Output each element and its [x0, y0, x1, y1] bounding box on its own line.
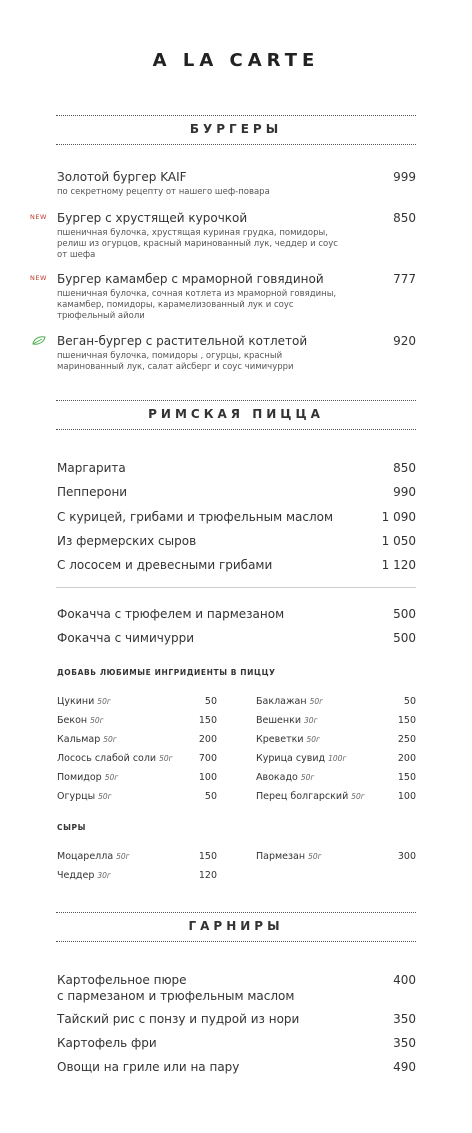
item-name: С курицей, грибами и трюфельным маслом [57, 510, 334, 524]
item-price: 350 [393, 1012, 416, 1026]
addon-weight: 30г [97, 871, 111, 880]
item-name: Из фермерских сыров [57, 534, 197, 548]
item-name: Картофельное пюре [57, 973, 187, 987]
addon-weight: 50г [300, 773, 315, 782]
addon-name: Кальмар [57, 734, 101, 745]
item-price: 990 [393, 485, 416, 499]
addon-price: 200 [198, 734, 217, 745]
addon-item [57, 753, 217, 765]
item-price: 920 [393, 334, 416, 348]
addon-price: 50 [204, 696, 217, 707]
addon-price: 100 [397, 791, 416, 802]
item-price: 400 [393, 973, 416, 987]
addon-weight: 50г [104, 773, 119, 782]
addon-weight: 50г [90, 716, 104, 725]
item-price: 350 [393, 1036, 416, 1050]
menu-item [57, 1035, 416, 1051]
item-name-continued: с пармезаном и трюфельным маслом [57, 989, 295, 1003]
menu-item [57, 606, 416, 622]
menu-item [30, 210, 416, 261]
addon-weight: 50г [103, 735, 117, 744]
menu-item [57, 484, 416, 500]
item-name: Бургер камамбер с мраморной говядиной [57, 272, 324, 286]
addon-item [256, 734, 416, 746]
item-price: 1 120 [381, 558, 416, 572]
new-badge: NEW [30, 274, 47, 282]
addon-weight: 50г [306, 735, 320, 744]
addon-price: 120 [198, 870, 217, 881]
divider [56, 587, 416, 588]
addon-weight: 50г [97, 697, 111, 706]
addon-weight: 100г [328, 754, 347, 763]
addon-item [57, 851, 217, 863]
addon-price: 150 [198, 715, 217, 726]
menu-item [57, 169, 416, 198]
menu-item [57, 630, 416, 646]
item-name: Бургер с хрустящей курочкой [57, 211, 248, 225]
addon-weight: 50г [309, 697, 324, 706]
addon-weight: 50г [308, 852, 322, 861]
addon-price: 150 [397, 715, 416, 726]
item-name: Веган-бургер с растительной котлетой [57, 334, 308, 348]
addon-item [57, 791, 217, 803]
addon-name: Помидор [57, 772, 102, 783]
addon-name: Моцарелла [57, 851, 114, 862]
item-price: 850 [393, 211, 416, 225]
addon-item [256, 772, 416, 784]
addon-price: 150 [198, 851, 217, 862]
cheese-heading: СЫРЫ [57, 823, 86, 832]
addon-item [256, 715, 416, 727]
addon-item [57, 772, 217, 784]
item-price: 777 [393, 272, 416, 286]
addon-item [57, 870, 217, 882]
addon-name: Перец болгарский [256, 791, 349, 802]
addons-heading: ДОБАВЬ ЛЮБИМЫЕ ИНГРИДИЕНТЫ В ПИЦЦУ [57, 668, 276, 677]
addon-weight: 50г [116, 852, 130, 861]
addon-item [57, 734, 217, 746]
addon-item [256, 791, 416, 803]
addon-price: 150 [397, 772, 416, 783]
addon-price: 50 [403, 696, 416, 707]
item-name: Золотой бургер KAIF [57, 170, 187, 184]
addon-name: Бекон [57, 715, 88, 726]
item-name: С лососем и древесными грибами [57, 558, 273, 572]
addon-item [256, 851, 416, 863]
addon-weight: 50г [159, 754, 173, 763]
addon-name: Креветки [256, 734, 304, 745]
addon-price: 100 [198, 772, 217, 783]
addon-name: Баклажан [256, 696, 307, 707]
item-description: пшеничная булочка, сочная котлета из мраморной говядины, камамбер, помидоры, карамелизованный лук и соус трюфельный айоли [57, 289, 337, 321]
addon-name: Чеддер [57, 870, 95, 881]
section-heading-burgers: БУРГЕРЫ [56, 115, 416, 145]
menu-item [57, 972, 416, 1004]
item-description: пшеничная булочка, хрустящая куриная грудка, помидоры, релиш из огурцов, красный маринованный лук, чеддер и соус от шефа [57, 228, 338, 260]
page-title: A LA CARTE [152, 50, 320, 71]
addon-item [57, 715, 217, 727]
addon-name: Цукини [57, 696, 95, 707]
item-name: Картофель фри [57, 1036, 157, 1050]
addon-name: Вешенки [256, 715, 302, 726]
addon-item [57, 696, 217, 708]
addon-item [256, 696, 416, 708]
item-price: 1 090 [381, 510, 416, 524]
section-heading-sides: ГАРНИРЫ [56, 912, 416, 942]
item-name: Фокачча с чимичурри [57, 631, 194, 645]
menu-item [57, 509, 416, 525]
addon-name: Лосось слабой соли [57, 753, 157, 764]
item-price: 850 [393, 461, 416, 475]
addon-name: Пармезан [256, 851, 306, 862]
menu-item [57, 1059, 416, 1075]
addon-price: 300 [397, 851, 416, 862]
new-badge: NEW [30, 213, 47, 221]
item-name: Пепперони [57, 485, 128, 499]
item-price: 1 050 [381, 534, 416, 548]
addon-weight: 30г [304, 716, 318, 725]
leaf-icon [32, 336, 46, 345]
addon-price: 250 [397, 734, 416, 745]
item-price: 999 [393, 170, 416, 184]
item-name: Овощи на гриле или на пару [57, 1060, 240, 1074]
menu-item [57, 1011, 416, 1027]
item-price: 500 [393, 607, 416, 621]
item-description: пшеничная булочка, помидоры , огурцы, красный маринованный лук, салат айсберг и соус чимичурри [57, 351, 294, 372]
addon-weight: 50г [98, 792, 112, 801]
menu-item [30, 271, 416, 322]
menu-item [57, 533, 416, 549]
item-name: Фокачча с трюфелем и пармезаном [57, 607, 285, 621]
menu-item [57, 333, 416, 373]
addon-item [256, 753, 416, 765]
item-price: 500 [393, 631, 416, 645]
menu-item [57, 460, 416, 476]
item-name: Тайский рис с понзу и пудрой из нори [57, 1012, 300, 1026]
addon-price: 50 [204, 791, 217, 802]
item-description: по секретному рецепту от нашего шеф-повара [57, 187, 270, 197]
addon-weight: 50г [351, 792, 365, 801]
addon-name: Огурцы [57, 791, 96, 802]
item-price: 490 [393, 1060, 416, 1074]
addon-price: 200 [397, 753, 416, 764]
menu-item [57, 557, 416, 573]
addon-name: Курица сувид [256, 753, 326, 764]
section-heading-pizza: РИМСКАЯ ПИЦЦА [56, 400, 416, 430]
addon-price: 700 [198, 753, 217, 764]
item-name: Маргарита [57, 461, 126, 475]
addon-name: Авокадо [256, 772, 298, 783]
